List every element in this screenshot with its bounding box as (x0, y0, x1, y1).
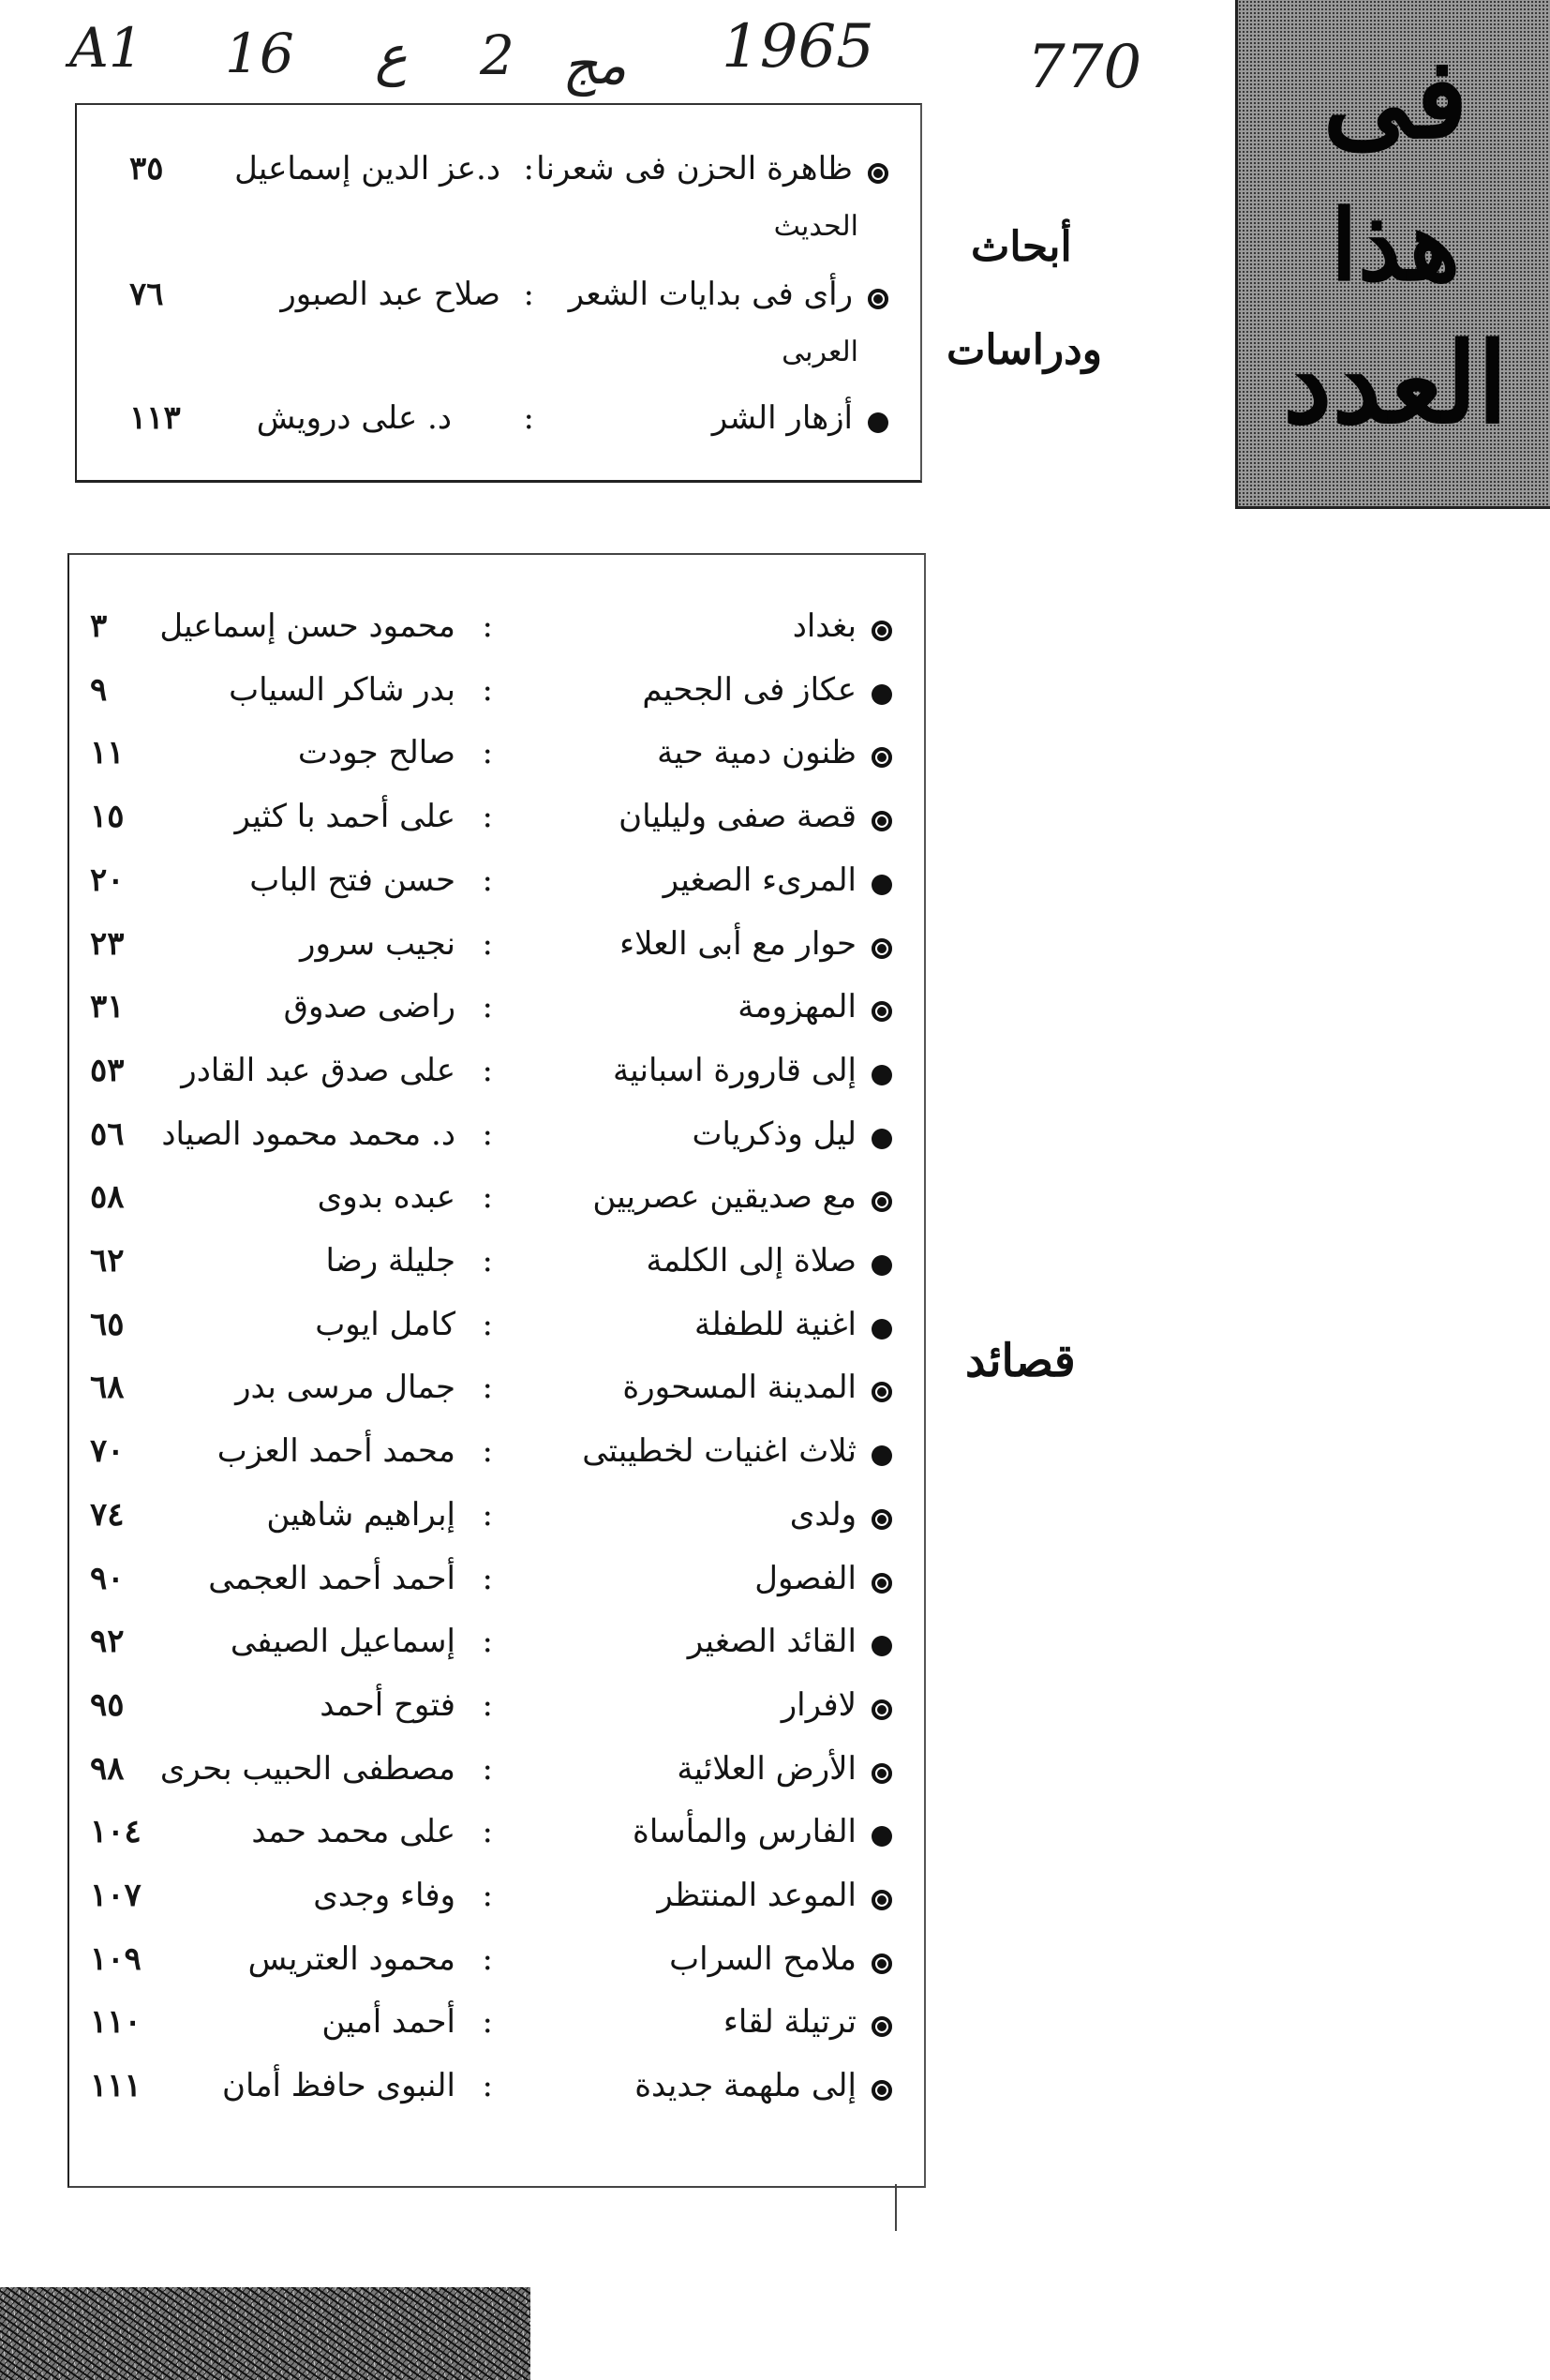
page-number: ٩ (90, 670, 108, 709)
poem-author: على صدق عبد القادر (181, 1051, 455, 1089)
page-number: ١٠٧ (90, 1877, 142, 1914)
poem-title: إلى قارورة اسبانية (613, 1051, 857, 1089)
page-number: ٥٦ (90, 1115, 125, 1153)
separator: : (523, 399, 534, 437)
separator: : (523, 276, 534, 313)
article-author: د. على درويش (256, 399, 452, 437)
poem-author: راضى صدوق (283, 988, 455, 1026)
poem-author: جمال مرسى بدر (235, 1369, 455, 1407)
poem-author: جليلة رضا (325, 1242, 455, 1280)
poem-author: أحمد أحمد العجمى (208, 1559, 455, 1597)
separator: : (482, 1877, 493, 1914)
volume-number: 16 (225, 22, 294, 85)
ring-bullet-icon (868, 289, 888, 309)
ring-bullet-icon (872, 621, 892, 641)
separator: : (482, 1495, 493, 1534)
issue-number: 2 (480, 23, 514, 87)
page-number: ١٠٤ (90, 1813, 142, 1851)
page-number: ١١١ (90, 2067, 142, 2105)
poem-title: الأرض العلائية (677, 1749, 857, 1788)
separator: : (482, 1432, 493, 1471)
poem-title: المدينة المسحورة (622, 1369, 857, 1407)
page-number: ٦٢ (90, 1242, 125, 1280)
masthead-line-2: هذا (1330, 187, 1461, 303)
page-number: ٣٥ (129, 150, 164, 187)
poem-row (69, 861, 924, 921)
poems-box (67, 553, 926, 2188)
poem-author: إبراهيم شاهين (266, 1495, 455, 1534)
separator: : (482, 798, 493, 836)
poem-author: على محمد حمد (251, 1813, 455, 1851)
poem-author: محمود العتريس (247, 1939, 455, 1978)
ring-bullet-icon (872, 938, 892, 959)
article-title: ظاهرة الحزن فى شعرنا (536, 150, 853, 187)
ring-bullet-icon (872, 1953, 892, 1974)
studies-label-line-2: ودراسات (946, 326, 1103, 374)
separator: : (482, 734, 493, 772)
ring-bullet-icon (868, 163, 888, 184)
poem-title: إلى ملهمة جديدة (634, 2067, 857, 2105)
article-title: رأى فى بدايات الشعر (568, 276, 853, 313)
poem-title: ملامح السراب (669, 1939, 857, 1978)
article-title-continued: الحديث (773, 210, 858, 243)
separator: : (482, 1939, 493, 1978)
poem-title: ظنون دمية حية (657, 734, 857, 772)
solid-bullet-icon (872, 1065, 892, 1085)
poem-title: المرىء الصغير (663, 861, 857, 899)
poem-row (69, 988, 924, 1048)
poem-row (69, 607, 924, 667)
article-author: صلاح عبد الصبور (280, 276, 500, 313)
ring-bullet-icon (872, 1001, 892, 1022)
poem-author: د. محمد محمود الصياد (161, 1115, 455, 1153)
volume-abbrev: مج (562, 33, 627, 97)
ring-bullet-icon (872, 1573, 892, 1594)
poem-row (69, 1877, 924, 1937)
poem-author: محمد أحمد العزب (216, 1432, 455, 1471)
poem-author: كامل ايوب (315, 1305, 455, 1343)
issue-letter: ع (375, 23, 408, 87)
solid-bullet-icon (872, 1129, 892, 1149)
poem-row (69, 1750, 924, 1810)
poem-row (69, 734, 924, 794)
poem-author: إسماعيل الصيفى (230, 1623, 455, 1661)
article-title-continued: العربى (782, 336, 858, 368)
poem-row (69, 1940, 924, 2000)
ring-bullet-icon (872, 1191, 892, 1212)
poem-author: صالح جودت (297, 734, 455, 772)
poem-author: النبوى حافظ أمان (221, 2067, 455, 2105)
poem-row (69, 1369, 924, 1429)
poem-row (69, 1115, 924, 1175)
article-author: د.عز الدين إسماعيل (234, 150, 500, 187)
poem-author: عبده بدوى (317, 1178, 455, 1217)
poem-row (69, 1496, 924, 1556)
solid-bullet-icon (872, 875, 892, 895)
poem-row (69, 925, 924, 985)
separator: : (482, 924, 493, 963)
poem-row (69, 1178, 924, 1238)
poem-title: بغداد (792, 607, 857, 645)
page-number: ٥٣ (90, 1051, 125, 1089)
page-number: ١١٠ (90, 2003, 142, 2042)
poem-author: حسن فتح الباب (249, 861, 455, 899)
poem-title: المهزومة (738, 988, 857, 1026)
poem-title: صلاة إلى الكلمة (646, 1242, 857, 1280)
poem-title: الفصول (754, 1559, 857, 1597)
page-number: ٩٠ (90, 1559, 125, 1597)
separator: : (482, 1813, 493, 1851)
separator: : (523, 150, 534, 187)
poem-title: ليل وذكريات (692, 1115, 857, 1153)
poem-row (69, 1306, 924, 1366)
studies-label-line-1: أبحاث (971, 223, 1072, 271)
page-number: ١٠٩ (90, 1939, 142, 1978)
divider (895, 2184, 897, 2231)
separator: : (482, 861, 493, 899)
poem-title: لافرار (781, 1685, 857, 1724)
separator: : (482, 1369, 493, 1407)
year: 1965 (722, 12, 874, 82)
separator: : (482, 1305, 493, 1343)
page-number: ٩٢ (90, 1623, 125, 1661)
page-number: ٩٨ (90, 1749, 125, 1788)
separator: : (482, 2067, 493, 2105)
page-number: ١١ (90, 734, 125, 772)
page-reference: 770 (1027, 33, 1142, 102)
poem-title: اغنية للطفلة (694, 1305, 857, 1343)
ring-bullet-icon (872, 2016, 892, 2037)
solid-bullet-icon (872, 684, 892, 705)
page-number: ٣ (90, 607, 108, 645)
separator: : (482, 607, 493, 645)
poem-title: مع صديقين عصريين (592, 1178, 857, 1217)
page-number: ٩٥ (90, 1685, 125, 1724)
poem-title: ولدى (789, 1495, 857, 1534)
poem-row (69, 1432, 924, 1492)
masthead-line-3: العدد (1282, 318, 1509, 448)
separator: : (482, 1051, 493, 1089)
ring-bullet-icon (872, 811, 892, 831)
poem-title: عكاز فى الجحيم (642, 670, 857, 709)
poem-row (69, 2003, 924, 2063)
poem-author: بدر شاكر السياب (229, 670, 455, 709)
poem-row (69, 1560, 924, 1620)
ring-bullet-icon (872, 1382, 892, 1402)
separator: : (482, 1749, 493, 1788)
poem-title: القائد الصغير (687, 1623, 857, 1661)
poem-author: أحمد أمين (321, 2003, 455, 2042)
ring-bullet-icon (872, 1699, 892, 1720)
page-number: ٧٦ (129, 276, 164, 313)
separator: : (482, 1115, 493, 1153)
solid-bullet-icon (872, 1826, 892, 1847)
separator: : (482, 1178, 493, 1217)
poem-title: الفارس والمأساة (633, 1813, 857, 1851)
page-number: ٧٤ (90, 1495, 125, 1534)
ring-bullet-icon (872, 1763, 892, 1784)
poem-author: محمود حسن إسماعيل (159, 607, 455, 645)
separator: : (482, 1559, 493, 1597)
poem-title: ثلاث اغنيات لخطيبتى (582, 1432, 857, 1471)
page-number: ٥٨ (90, 1178, 125, 1217)
poem-title: قصة صفى وليليان (619, 798, 857, 836)
page-number: ٦٨ (90, 1369, 125, 1407)
studies-row (77, 276, 920, 336)
poem-row (69, 1242, 924, 1302)
studies-row (77, 399, 920, 459)
poem-author: وفاء وجدى (313, 1877, 455, 1914)
poem-row (69, 671, 924, 731)
masthead-in-this-issue (1235, 0, 1550, 509)
studies-box (75, 103, 922, 483)
solid-bullet-icon (872, 1445, 892, 1466)
poem-row (69, 1623, 924, 1683)
page-number: ٣١ (90, 988, 125, 1026)
poem-author: مصطفى الحبيب بحرى (159, 1749, 455, 1788)
poem-row (69, 1052, 924, 1112)
page-number: ٢٣ (90, 924, 125, 963)
solid-bullet-icon (872, 1319, 892, 1340)
engraving-illustration (0, 2287, 530, 2380)
studies-row (77, 150, 920, 210)
separator: : (482, 1623, 493, 1661)
poem-title: حوار مع أبى العلاء (619, 924, 857, 963)
page-number: ١١٣ (129, 399, 181, 437)
poem-row (69, 2067, 924, 2127)
separator: : (482, 1242, 493, 1280)
separator: : (482, 670, 493, 709)
solid-bullet-icon (872, 1636, 892, 1656)
poem-author: على أحمد با كثير (234, 798, 455, 836)
poem-author: نجيب سرور (300, 924, 455, 963)
ring-bullet-icon (872, 747, 892, 768)
poems-label: قصائد (965, 1335, 1076, 1387)
separator: : (482, 2003, 493, 2042)
poem-row (69, 1813, 924, 1873)
page-number: ٧٠ (90, 1432, 125, 1471)
separator: : (482, 1685, 493, 1724)
page-number: ٢٠ (90, 861, 125, 899)
poem-title: الموعد المنتظر (657, 1877, 857, 1914)
poem-author: فتوح أحمد (320, 1685, 455, 1724)
page-number: ١٥ (90, 798, 125, 836)
poem-row (69, 798, 924, 858)
solid-bullet-icon (868, 412, 888, 433)
poem-row (69, 1686, 924, 1746)
solid-bullet-icon (872, 1255, 892, 1276)
poem-title: ترتيلة لقاء (723, 2003, 857, 2042)
separator: : (482, 988, 493, 1026)
article-title: أزهار الشر (711, 399, 853, 437)
archive-code: A1 (69, 16, 143, 80)
ring-bullet-icon (872, 1509, 892, 1530)
ring-bullet-icon (872, 2080, 892, 2101)
page-number: ٦٥ (90, 1305, 125, 1343)
ring-bullet-icon (872, 1890, 892, 1910)
masthead-line-1: فى (1322, 33, 1468, 163)
